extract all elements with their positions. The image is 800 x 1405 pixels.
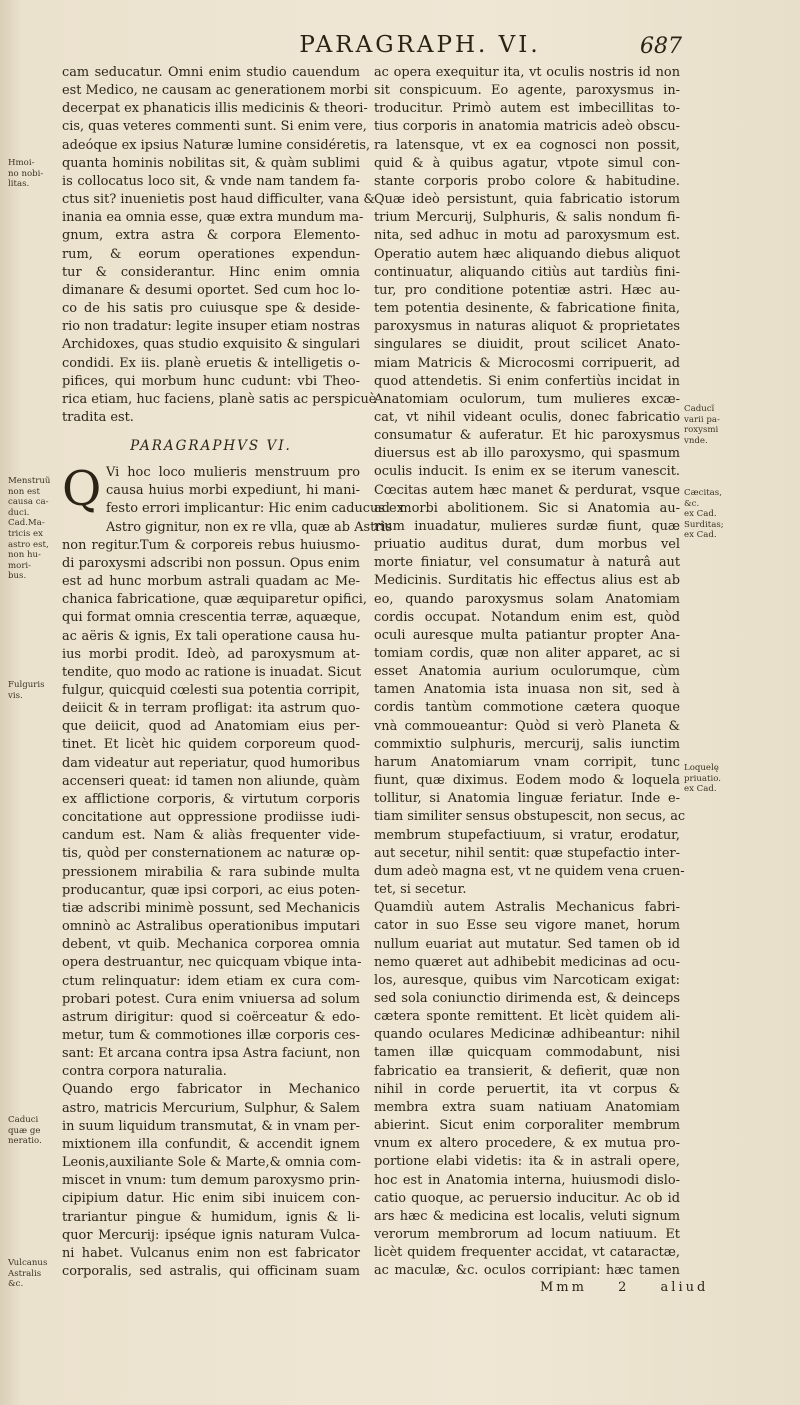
text-line: tius corporis in anatomia matricis adeò obscu- [374, 119, 680, 135]
text-line: corporalis, sed astralis, qui officinam suam [62, 1264, 360, 1279]
margin-note: Hmoi- no nobi- litas. [8, 158, 44, 190]
margin-note: Menstruũ non est causa ca- duci. Cad.Ma- tricis ex astro est, non hu- mori- bus. [8, 476, 51, 582]
text-line: miam Matricis & Microcosmi corripuerit, ad [374, 355, 680, 371]
text-line: morte finiatur, vel consumatur à naturâ aut [374, 555, 680, 571]
text-line: tendite, quo modo ac ratione is inuadat. Sicut [62, 664, 362, 680]
text-line: membra extra suam natiuam Anatomiam [374, 1099, 680, 1115]
text-line: tis, quòd per consternationem ac naturæ op- [62, 846, 360, 862]
text-line: dum adeò magna est, vt ne quidem vena cruen- [374, 863, 685, 879]
text-line: nullum euariat aut mutatur. Sed tamen ob id [374, 936, 680, 952]
text-line: vnà commoueantur: Quòd si verò Planeta & [374, 718, 680, 734]
text-line: fulgur, quicquid cœlesti sua potentia corripit, [62, 683, 360, 698]
text-line: trariantur pingue & humidum, ignis & li- [62, 1209, 360, 1225]
signature-line [540, 1280, 732, 1295]
text-line: probari potest. Cura enim vniuersa ad solum [62, 991, 360, 1007]
text-line: candum est. Nam & aliàs frequenter vide- [62, 828, 360, 844]
text-line: Cœcitas autem hæc manet & perdurat, vsque [374, 482, 680, 498]
margin-note: Loquelę priuatio. ex Cad. [684, 763, 721, 795]
text-line: rium inuadatur, mulieres surdæ fiunt, quæ [374, 518, 680, 534]
text-line: nihil in corde peruertit, ita vt corpus & [374, 1081, 680, 1097]
left-body-text [62, 537, 367, 1281]
text-line: que deiicit, quod ad Anatomiam eius per- [62, 719, 360, 735]
text-line: trium Mercurij, Sulphuris, & salis nondum fi- [374, 210, 680, 226]
text-line: fiunt, quæ diximus. Eodem modo & loquela [374, 773, 680, 789]
text-line: nita, sed adhuc in motu ad paroxysmum est. [374, 228, 680, 244]
text-line: ius morbi prodit. Ideò, ad paroxysmum at- [62, 646, 360, 662]
text-line: stante corporis probo colore & habitudine. [374, 173, 680, 189]
text-line: rum, & eorum operationes expendun- [62, 246, 360, 262]
text-line: cordis occupat. Notandum enim est, quòd [374, 609, 680, 625]
text-line: priuatio auditus durat, dum morbus vel [374, 537, 680, 553]
text-line: portione elabi videtis: ita & in astrali opere, [374, 1154, 680, 1170]
text-line: gnum, extra astra & corpora Elemento- [62, 228, 360, 244]
text-line: tiæ adscribi minimè possunt, sed Mechanicis [62, 900, 360, 916]
text-line: ars hæc & medicina est localis, veluti signum [374, 1208, 680, 1224]
text-line: concitatione aut oppressione prodiisse iudi- [62, 810, 360, 826]
text-line: pifices, qui morbum hunc cudunt: vbi Theo- [62, 373, 360, 389]
text-line: quanta hominis nobilitas sit, & quàm sublimi [62, 155, 360, 171]
text-line: cam seducatur. Omni enim studio cauendum [62, 65, 360, 80]
text-line: dimanare & desumi oportet. Sed cum hoc lo- [62, 282, 360, 298]
text-line: tamen illæ quicquam commodabunt, nisi [374, 1045, 680, 1061]
text-line: tem potentia desinente, & fabricatione finita, [374, 301, 680, 317]
text-line: fabricatio ea transierit, & defierit, quæ non [374, 1063, 680, 1079]
left-intro-paragraph [62, 64, 377, 427]
text-line: rio non tradatur: legite insuper etiam nostras [62, 319, 360, 335]
text-line: astrum dirigitur: quod si coërceatur & edo- [62, 1009, 360, 1025]
text-line: ni habet. Vulcanus enim non est fabricator [62, 1245, 360, 1261]
text-line: quid & à quibus agatur, vtpote simul con- [374, 155, 680, 171]
text-line: Operatio autem hæc aliquando diebus aliquot [374, 246, 680, 262]
text-line: tomiam cordis, quæ non aliter apparet, ac si [374, 646, 680, 661]
text-line: cator in suo Esse seu vigore manet, horum [374, 918, 680, 934]
text-line: ctus sit? inuenietis post haud difficulter, vana & [62, 192, 375, 208]
text-line: singulares se diuidit, prout scilicet Anato- [374, 337, 680, 353]
text-line: quod attendetis. Si enim confertiùs incidat in [374, 373, 680, 389]
left-column [62, 64, 404, 1281]
text-line: chanica fabricatione, quæ æquiparetur opifici, [62, 592, 367, 608]
text-line: licèt quidem frequenter accidat, vt cataractæ, [374, 1245, 680, 1261]
margin-note: Vulcanus Astralis &c. [8, 1258, 48, 1290]
text-line: rica etiam, huc faciens, planè satis ac perspicuè [62, 391, 377, 407]
text-line: astro, matricis Mercurium, Sulphur, & Salem [62, 1100, 360, 1116]
text-line: deiicit & in terram profligat: ita astrum quo- [62, 701, 360, 717]
text-line: accenseri queat: id tamen non aliunde, quàm [62, 773, 360, 789]
text-line: co de his satis pro cuiusque spe & deside- [62, 301, 360, 317]
running-title: PARAGRAPH. VI. [299, 32, 541, 58]
text-line: ctum relinquatur: idem etiam ex cura com- [62, 973, 360, 989]
text-line: consumatur & auferatur. Et hic paroxysmus [374, 428, 680, 444]
text-line: quando oculares Medicinæ adhibeantur: nihil [374, 1027, 680, 1043]
text-line: abierint. Sicut enim corporaliter membrum [374, 1118, 680, 1134]
margin-note: Caduci quæ ge neratio. [8, 1115, 42, 1147]
text-line: ad morbi abolitionem. Sic si Anatomia au- [374, 500, 680, 516]
text-line: tet, si secetur. [374, 882, 467, 898]
text-line: ac opera exequitur ita, vt oculis nostris id non [374, 65, 680, 80]
signature-mark: Mmm [540, 1280, 587, 1295]
text-line: Astro gignitur, non ex re vlla, quæ ab Astris [106, 519, 393, 535]
margin-note: Cæcitas, &c. ex Cad. Surditas; ex Cad. [684, 488, 724, 541]
text-line: in suum liquidum transmutat, & in vnam per- [62, 1118, 360, 1134]
text-line: Quæ ideò persistunt, quia fabricatio istorum [374, 192, 680, 208]
text-line: catio quoque, ac peruersio inducitur. Ac ob id [374, 1190, 680, 1206]
section-title: PARAGRAPHVS VI. [130, 438, 292, 455]
text-line: Medicinis. Surditatis hic effectus alius est ab [374, 573, 680, 589]
text-line: hoc est in Anatomia interna, huiusmodi dislo- [374, 1172, 680, 1188]
text-line: producantur, quæ ipsi corpori, ac eius poten- [62, 882, 360, 898]
text-line: tur & considerantur. Hinc enim omnia [62, 264, 360, 280]
text-line: adeóque ex ipsius Naturæ lumine considéretis, [62, 137, 371, 153]
text-line: membrum stupefactiuum, si vratur, erodatur, [374, 827, 680, 843]
text-line: cipipium datur. Hic enim sibi inuicem con- [62, 1191, 360, 1207]
text-line: est Medico, ne causam ac generationem morbi [62, 83, 369, 99]
text-line: debent, vt quib. Mechanica corporea omnia [62, 937, 360, 953]
text-line: Quamdiù autem Astralis Mechanicus fabri- [374, 900, 680, 916]
text-line: quor Mercurij: ipséque ignis naturam Vulca- [62, 1227, 360, 1243]
text-line: commixtio sulphuris, mercurij, salis iunctim [374, 736, 680, 752]
margin-note: Caducĩ varii pa- roxysmi vnde. [684, 404, 720, 446]
text-line: continuatur, aliquando citiùs aut tardiùs fini- [374, 264, 680, 280]
text-line: oculis inducit. Is enim ex se iterum vanescit. [374, 464, 680, 480]
dropcap-letter: Q [62, 461, 102, 518]
text-line: Anatomiam oculorum, tum mulieres excæ- [374, 391, 680, 407]
text-line: eo, quando paroxysmus solam Anatomiam [374, 591, 680, 607]
text-line: Leonis,auxiliante Sole & Marte,& omnia com- [62, 1155, 361, 1171]
text-line: sant: Et arcana contra ipsa Astra faciunt, non [62, 1046, 361, 1062]
catchword: aliud [660, 1280, 709, 1295]
text-line: sit conspicuum. Eo agente, paroxysmus in- [374, 83, 680, 99]
text-line: Quando ergo fabricator in Mechanico [62, 1082, 360, 1098]
text-line: harum Anatomiarum vnam corripit, tunc [374, 754, 680, 770]
text-line: miscet in vnum: tum demum paroxysmo prin- [62, 1173, 360, 1189]
text-line: verorum membrorum ad locum natiuum. Et [374, 1227, 680, 1242]
text-line: tamen Anatomia ista inuasa non sit, sed à [374, 682, 680, 698]
text-line: tinet. Et licèt hic quidem corporeum quod- [62, 737, 360, 753]
text-line: tollitur, si Anatomia linguæ feriatur. Inde e- [374, 791, 680, 807]
text-line: metur, tum & commotiones illæ corporis ces- [62, 1027, 360, 1043]
text-line: inania ea omnia esse, quæ extra mundum ma- [62, 210, 364, 226]
text-line: dam videatur aut reperiatur, quod humoribus [62, 755, 360, 771]
text-line: pressionem mirabilia & rara subinde multa [62, 864, 360, 880]
text-line: troducitur. Primò autem est imbecillitas to- [374, 101, 680, 117]
margin-note: Fulguris vis. [8, 680, 45, 701]
text-line: ac maculæ, &c. oculos corripiant: hæc tamen [374, 1263, 680, 1279]
text-line: paroxysmus in naturas aliquot & proprietates [374, 319, 680, 335]
dropcap-lines [62, 461, 404, 537]
text-line: diuersus est ab illo paroxysmo, qui spasmum [374, 446, 680, 462]
text-line: opera destruantur, nec quicquam vbique inta- [62, 955, 362, 971]
text-line: di paroxysmi adscribi non possun. Opus enim [62, 555, 360, 571]
text-line: mixtionem illa confundit, & accendit ignem [62, 1136, 360, 1152]
dropcap-paragraph [62, 461, 404, 537]
text-line: tur, pro conditione potentiæ astri. Hæc au- [374, 282, 680, 298]
text-line: Vi hoc loco mulieris menstruum pro [106, 465, 360, 481]
right-body-text [374, 64, 686, 1280]
text-line: est ad hunc morbum astrali quadam ac Me- [62, 574, 360, 590]
text-line: cat, vt nihil videant oculis, donec fabricatio [374, 409, 680, 425]
text-line: aut secetur, nihil sentit: quæ stupefactio inter- [374, 845, 680, 861]
text-line: condidi. Ex iis. planè eruetis & intelligetis o- [62, 355, 360, 371]
text-line: oculi auresque multa patiantur propter Ana- [374, 627, 680, 643]
text-line: contra corpora naturalia. [62, 1064, 227, 1080]
text-line: ra latensque, vt ex ea cognosci non possit, [374, 137, 680, 153]
text-line: vnum ex altero procedere, & ex mutua pro- [374, 1136, 680, 1152]
text-line: nemo quæret aut adhibebit medicinas ad ocu- [374, 954, 680, 970]
text-line: tradita est. [62, 409, 134, 425]
text-line: cætera sponte remittent. Et licèt quidem ali- [374, 1009, 680, 1025]
signature-number: 2 [618, 1280, 630, 1295]
text-line: ex afflictione corporis, & virtutum corporis [62, 791, 360, 807]
text-line: decerpat ex phanaticis illis medicinis & theori- [62, 101, 368, 117]
text-line: cis, quas veteres commenti sunt. Si enim vere, [62, 119, 367, 135]
text-line: sed sola coniunctio dirimenda est, & deinceps [374, 990, 680, 1006]
page-number: 687 [640, 34, 682, 59]
text-line: Archidoxes, quas studio exquisito & singulari [62, 337, 360, 353]
text-line: causa huius morbi expediunt, hi mani- [106, 483, 360, 499]
text-line: qui format omnia crescentia terræ, aquæque, [62, 610, 361, 626]
text-line: ac aëris & ignis, Ex tali operatione causa hu- [62, 628, 360, 644]
text-line: festo errori implicantur: Hic enim caducus ex [106, 501, 404, 517]
text-line: esset Anatomia aurium oculorumque, cùm [374, 664, 680, 680]
text-line: is collocatus loco sit, & vnde nam tandem fa- [62, 173, 360, 189]
text-line: cordis tantùm commotione cætera quoque [374, 700, 680, 716]
text-line: omninò ac Astralibus operationibus imputari [62, 919, 360, 935]
text-line: los, auresque, quibus vim Narcoticam exigat: [374, 972, 680, 988]
text-line: tiam similiter sensus obstupescit, non secus, ac [374, 809, 686, 825]
text-line: non regitur.Tum & corporeis rebus huiusmo- [62, 537, 360, 553]
right-column [374, 64, 686, 1280]
